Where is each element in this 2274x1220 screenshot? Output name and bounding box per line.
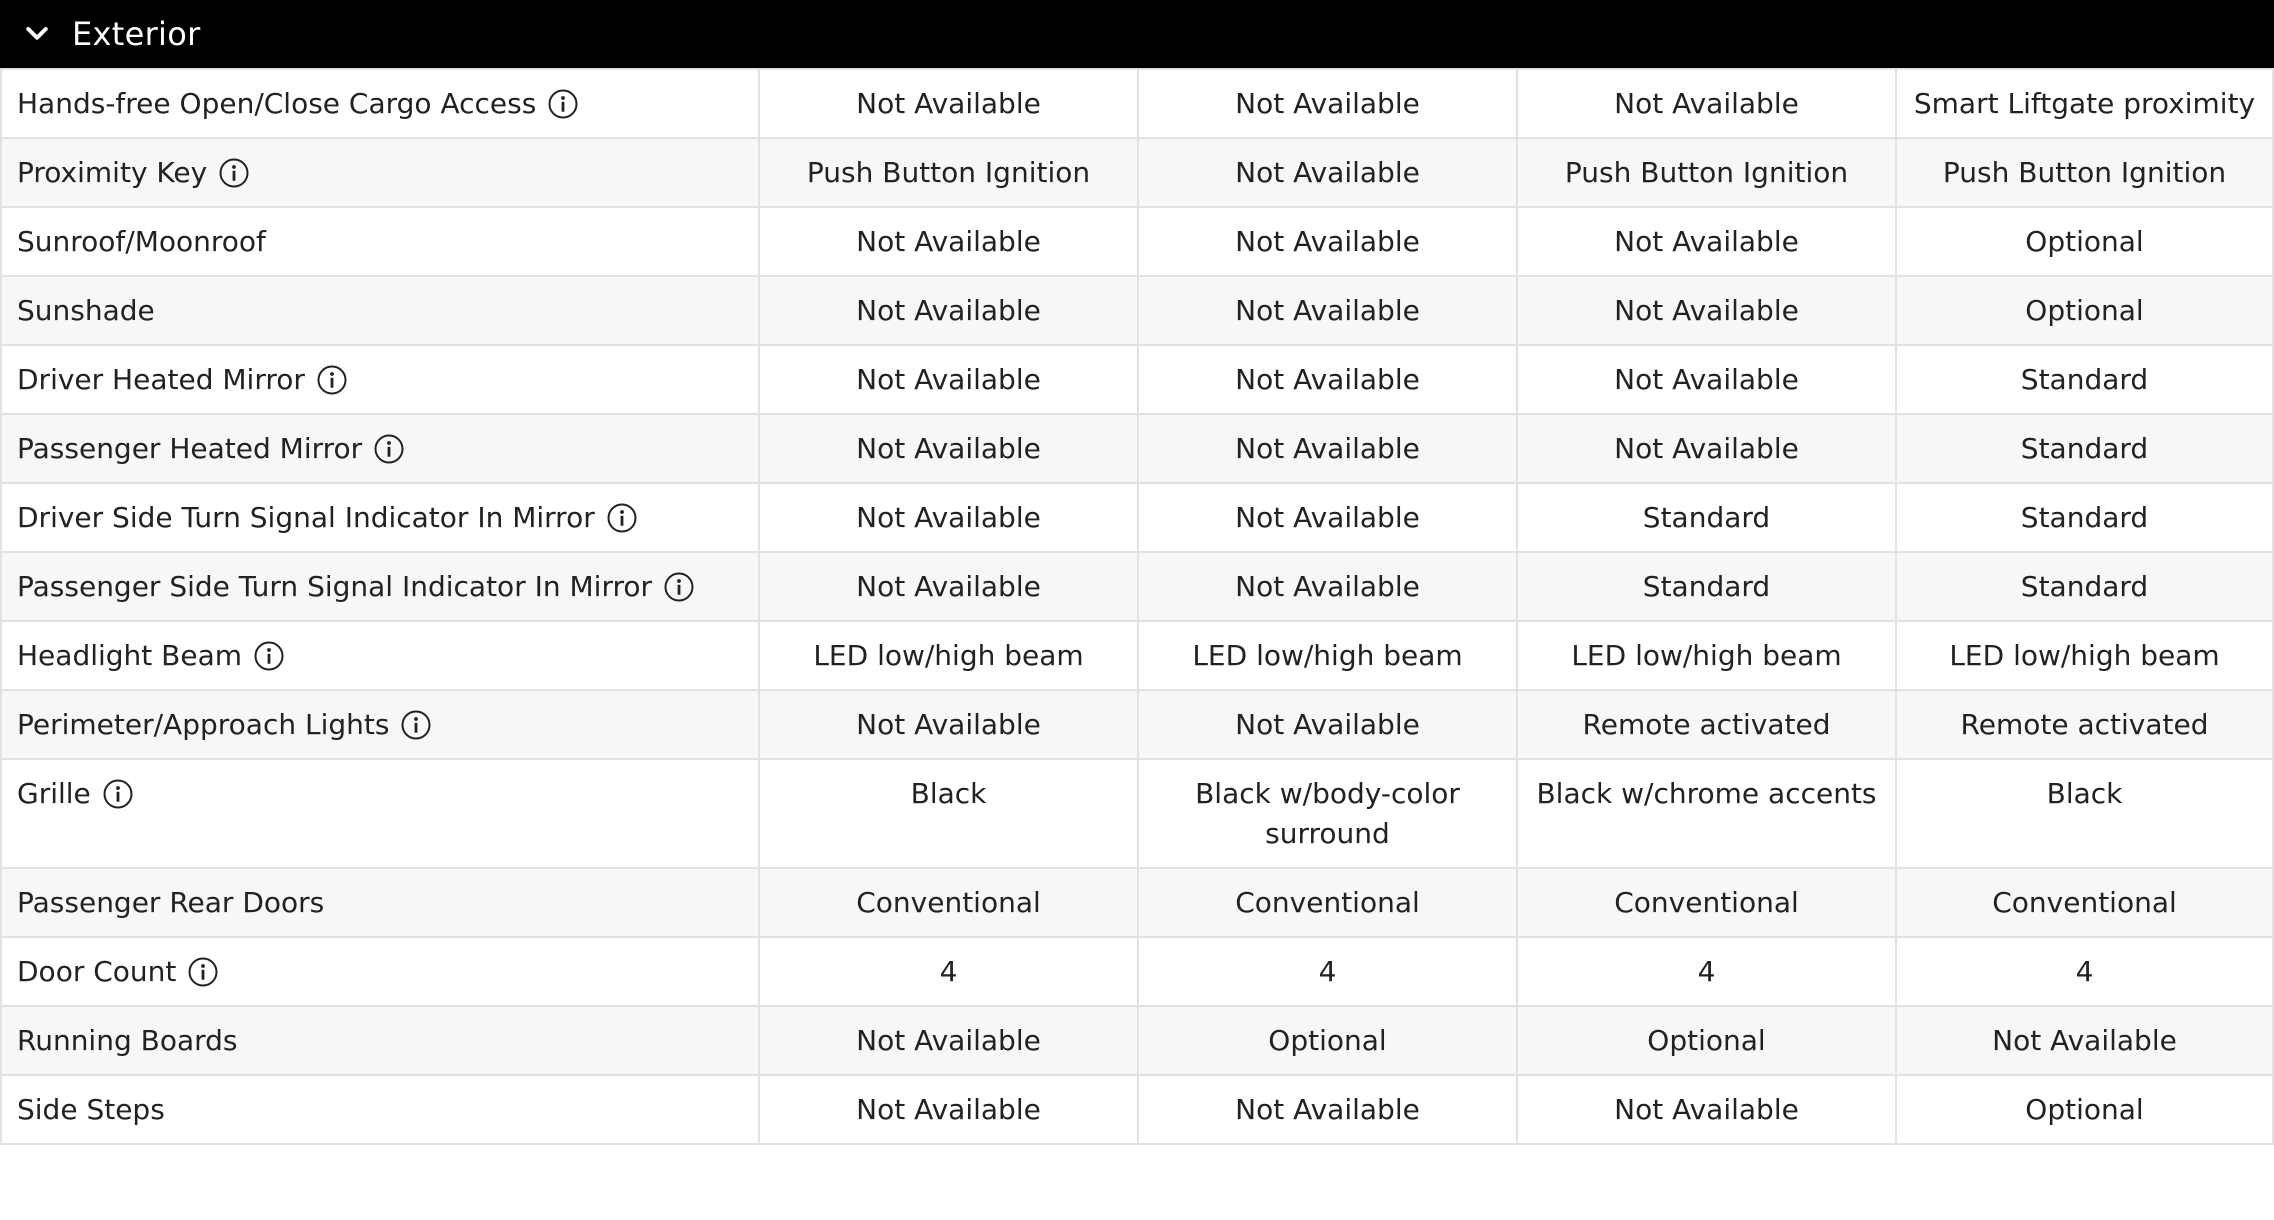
value-cell: Not Available xyxy=(1517,1075,1896,1144)
value-cell: LED low/high beam xyxy=(1138,621,1517,690)
value-cell: Not Available xyxy=(1138,1075,1517,1144)
value-cell: Black w/body-color surround xyxy=(1138,759,1517,868)
row-label-group xyxy=(17,774,134,814)
info-icon[interactable] xyxy=(316,364,348,396)
value-cell: 4 xyxy=(1138,937,1517,1006)
value-cell: Conventional xyxy=(1517,868,1896,937)
row-label-group xyxy=(17,429,405,469)
info-icon[interactable] xyxy=(547,88,579,120)
row-label-group xyxy=(17,705,432,745)
value-cell: Smart Liftgate proximity xyxy=(1896,69,2273,138)
table-row xyxy=(1,868,2273,937)
table-row xyxy=(1,69,2273,138)
row-label-group xyxy=(17,1021,238,1061)
row-label: Passenger Rear Doors xyxy=(17,886,325,919)
value-cell: LED low/high beam xyxy=(1517,621,1896,690)
value-cell: Not Available xyxy=(759,276,1138,345)
row-label-group xyxy=(17,636,285,676)
value-cell: Optional xyxy=(1896,207,2273,276)
row-label-group xyxy=(17,360,348,400)
row-label-cell xyxy=(1,345,759,414)
value-cell: Not Available xyxy=(1138,276,1517,345)
row-label: Perimeter/Approach Lights xyxy=(17,708,390,741)
row-label-cell xyxy=(1,868,759,937)
value-cell: Not Available xyxy=(1138,345,1517,414)
row-label-cell xyxy=(1,207,759,276)
value-cell: Not Available xyxy=(1517,69,1896,138)
row-label-cell xyxy=(1,69,759,138)
info-icon[interactable] xyxy=(663,571,695,603)
table-row xyxy=(1,690,2273,759)
row-label-group xyxy=(17,222,266,262)
value-cell: Not Available xyxy=(759,552,1138,621)
value-cell: Standard xyxy=(1896,414,2273,483)
value-cell: LED low/high beam xyxy=(759,621,1138,690)
value-cell: Remote activated xyxy=(1896,690,2273,759)
row-label: Passenger Heated Mirror xyxy=(17,432,363,465)
row-label: Headlight Beam xyxy=(17,639,243,672)
value-cell: Optional xyxy=(1896,276,2273,345)
value-cell: Conventional xyxy=(759,868,1138,937)
row-label: Driver Heated Mirror xyxy=(17,363,305,396)
row-label-cell xyxy=(1,1006,759,1075)
value-cell: Conventional xyxy=(1138,868,1517,937)
row-label: Side Steps xyxy=(17,1093,165,1126)
value-cell: Push Button Ignition xyxy=(1517,138,1896,207)
value-cell: Optional xyxy=(1517,1006,1896,1075)
value-cell: Remote activated xyxy=(1517,690,1896,759)
info-icon[interactable] xyxy=(400,709,432,741)
info-icon[interactable] xyxy=(373,433,405,465)
table-row xyxy=(1,552,2273,621)
value-cell: Optional xyxy=(1138,1006,1517,1075)
table-row xyxy=(1,483,2273,552)
specs-table xyxy=(0,68,2274,1145)
row-label-cell xyxy=(1,138,759,207)
specs-table-body xyxy=(1,69,2273,1144)
row-label-cell xyxy=(1,1075,759,1144)
row-label-cell xyxy=(1,552,759,621)
row-label-cell xyxy=(1,276,759,345)
table-row xyxy=(1,345,2273,414)
row-label-cell xyxy=(1,621,759,690)
row-label: Passenger Side Turn Signal Indicator In Mirror xyxy=(17,570,653,603)
row-label-group xyxy=(17,883,324,923)
value-cell: 4 xyxy=(1896,937,2273,1006)
value-cell: LED low/high beam xyxy=(1896,621,2273,690)
row-label: Sunshade xyxy=(17,294,155,327)
value-cell: Not Available xyxy=(1138,207,1517,276)
value-cell: Standard xyxy=(1896,552,2273,621)
info-icon[interactable] xyxy=(218,157,250,189)
table-row xyxy=(1,414,2273,483)
table-row xyxy=(1,207,2273,276)
table-row xyxy=(1,276,2273,345)
row-label-group xyxy=(17,1090,165,1130)
value-cell: Conventional xyxy=(1896,868,2273,937)
info-icon[interactable] xyxy=(606,502,638,534)
row-label-group xyxy=(17,153,250,193)
exterior-section-toggle[interactable] xyxy=(0,0,2274,68)
value-cell: Standard xyxy=(1896,345,2273,414)
section-title: Exterior xyxy=(72,15,201,53)
value-cell: Not Available xyxy=(759,207,1138,276)
value-cell: Not Available xyxy=(759,69,1138,138)
info-icon[interactable] xyxy=(187,956,219,988)
row-label: Sunroof/Moonroof xyxy=(17,225,266,258)
row-label-group xyxy=(17,84,579,124)
value-cell: Optional xyxy=(1896,1075,2273,1144)
value-cell: Not Available xyxy=(759,414,1138,483)
table-row xyxy=(1,1006,2273,1075)
value-cell: Not Available xyxy=(1896,1006,2273,1075)
row-label: Grille xyxy=(17,777,91,810)
row-label-group xyxy=(17,952,219,992)
table-row xyxy=(1,1075,2273,1144)
value-cell: Not Available xyxy=(759,483,1138,552)
row-label-cell xyxy=(1,414,759,483)
row-label: Proximity Key xyxy=(17,156,208,189)
value-cell: Black xyxy=(759,759,1138,868)
value-cell: Not Available xyxy=(759,1006,1138,1075)
chevron-down-icon xyxy=(20,17,54,51)
value-cell: Standard xyxy=(1517,483,1896,552)
value-cell: Black w/chrome accents xyxy=(1517,759,1896,868)
row-label-cell xyxy=(1,483,759,552)
value-cell: Not Available xyxy=(1138,690,1517,759)
value-cell: Not Available xyxy=(1517,414,1896,483)
value-cell: Not Available xyxy=(759,1075,1138,1144)
value-cell: Not Available xyxy=(1138,414,1517,483)
row-label-cell xyxy=(1,937,759,1006)
value-cell: Black xyxy=(1896,759,2273,868)
value-cell: Not Available xyxy=(1138,483,1517,552)
value-cell: Not Available xyxy=(1138,552,1517,621)
value-cell: Push Button Ignition xyxy=(1896,138,2273,207)
value-cell: Standard xyxy=(1896,483,2273,552)
value-cell: Not Available xyxy=(1517,345,1896,414)
row-label-cell xyxy=(1,759,759,868)
row-label: Door Count xyxy=(17,955,177,988)
table-row xyxy=(1,138,2273,207)
value-cell: Push Button Ignition xyxy=(759,138,1138,207)
value-cell: Not Available xyxy=(1517,207,1896,276)
value-cell: Not Available xyxy=(1138,138,1517,207)
value-cell: 4 xyxy=(1517,937,1896,1006)
row-label: Running Boards xyxy=(17,1024,238,1057)
row-label: Hands-free Open/Close Cargo Access xyxy=(17,87,537,120)
value-cell: Not Available xyxy=(1138,69,1517,138)
row-label-group xyxy=(17,498,638,538)
row-label-group xyxy=(17,567,695,607)
info-icon[interactable] xyxy=(102,778,134,810)
row-label-group xyxy=(17,291,155,331)
value-cell: Not Available xyxy=(1517,276,1896,345)
value-cell: Not Available xyxy=(759,690,1138,759)
table-row xyxy=(1,759,2273,868)
table-row xyxy=(1,621,2273,690)
row-label: Driver Side Turn Signal Indicator In Mirror xyxy=(17,501,595,534)
row-label-cell xyxy=(1,690,759,759)
table-row xyxy=(1,937,2273,1006)
value-cell: 4 xyxy=(759,937,1138,1006)
info-icon[interactable] xyxy=(253,640,285,672)
value-cell: Standard xyxy=(1517,552,1896,621)
value-cell: Not Available xyxy=(759,345,1138,414)
